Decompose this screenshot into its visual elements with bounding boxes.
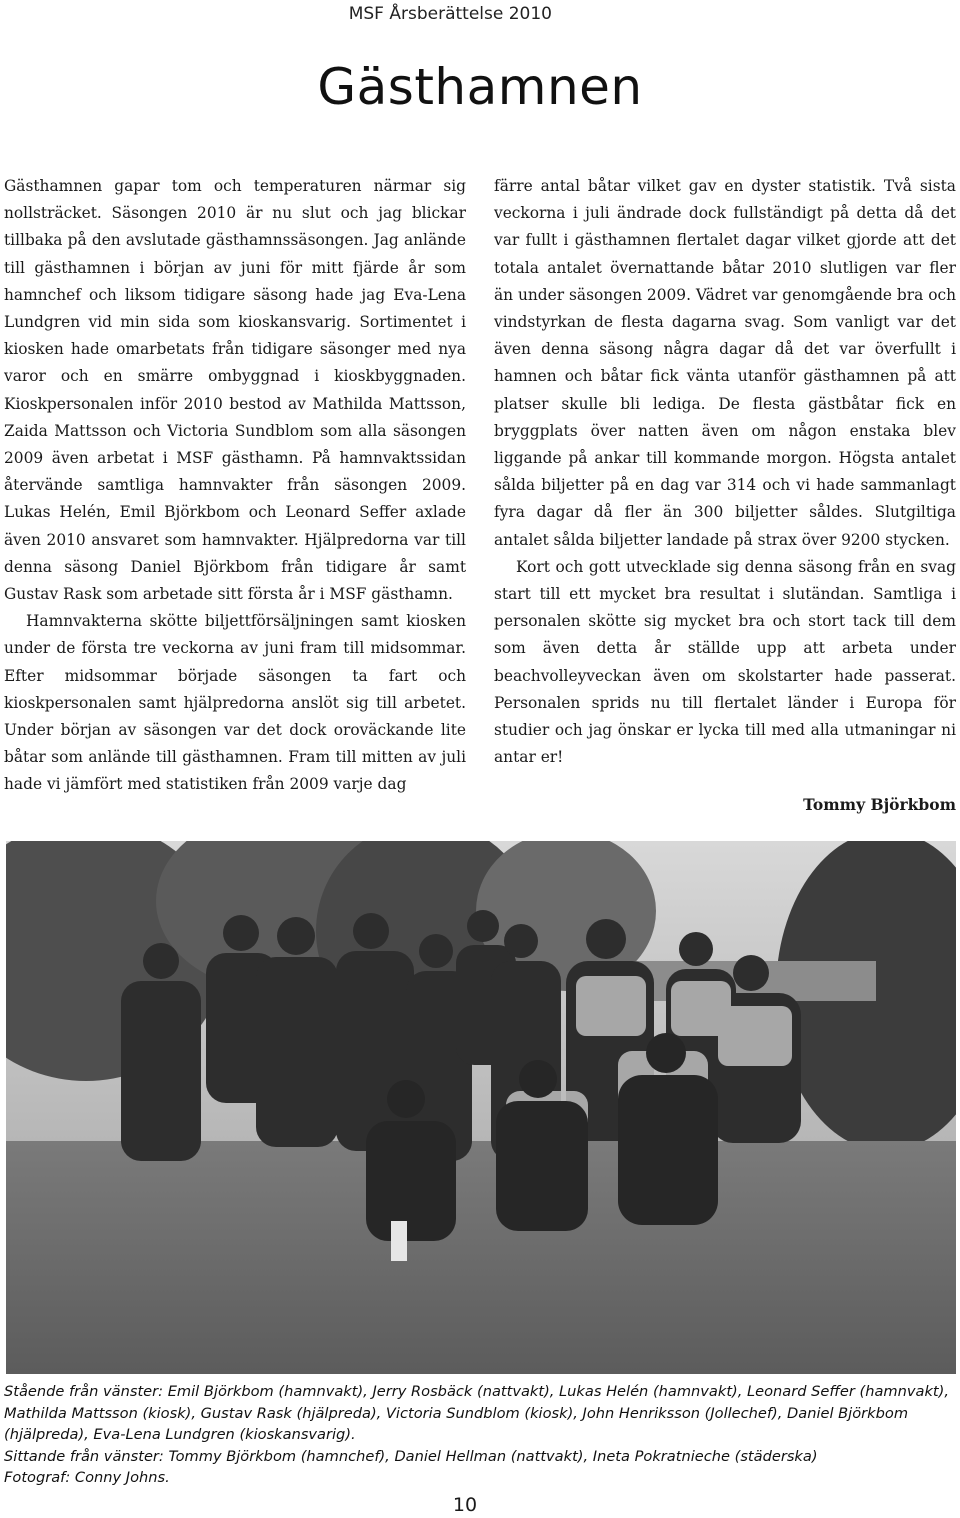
author-signature: Tommy Björkbom bbox=[803, 795, 956, 815]
article-column-right bbox=[494, 173, 956, 819]
group-photo bbox=[6, 841, 956, 1374]
caption-line: Stående från vänster: Emil Björkbom (hamnvakt), Jerry Rosbäck (nattvakt), Lukas Helén (hamnvakt), Leonard Seffer (hamnvakt), Mathilda Mattsson (kiosk), Gustav Rask (hjälpreda), Victoria Sundblom (kiosk), John Henriksson (Jollechef), Daniel Björkbom (hjälpreda), Eva-Lena Lundgren (kioskansvarig). bbox=[4, 1383, 949, 1444]
article-paragraph: Kort och gott utvecklade sig denna säsong från en svag start till ett mycket bra resultat i slutändan. Samtliga i personalen skötte sig mycket bra och stort tack till dem som även detta år ställde upp att arbeta under beachvolleyveckan även om skolstarter hade passerat. Personalen sprids nu till flertalet länder i Europa för studier och jag önskar er lycka till med alla utmaningar ni antar er! bbox=[494, 557, 956, 767]
page-title: Gästhamnen bbox=[317, 58, 643, 116]
page-number: 10 bbox=[452, 1494, 478, 1516]
group-photo-icon bbox=[6, 841, 956, 1374]
caption-line: Sittande från vänster: Tommy Björkbom (hamnchef), Daniel Hellman (nattvakt), Ineta Pokratnieche (städerska) bbox=[4, 1447, 818, 1465]
article-paragraph: färre antal båtar vilket gav en dyster statistik. Två sista veckorna i juli ändrade dock fullständigt på detta då det var fullt i gästhamnen flertalet dagar vilket gjorde att det totala antalet övernattande båtar 2010 slutligen var fler än under säsongen 2009. Vädret var genomgående bra och vindstyrkan de flesta dagarna svag. Som vanligt var det även denna säsong några dagar då det var överfullt i hamnen och båtar fick vänta utanför gästhamnen på att platser skulle bli lediga. De flesta gästbåtar fick en bryggplats över natten även om någon enstaka blev liggande på ankar till kommande morgon. Högsta antalet sålda biljetter på en dag var 314 och vi hade sammanlagt fyra dagar då fler än 300 biljetter såldes. Slutgiltiga antalet sålda biljetter landade på strax över 9200 stycken. bbox=[494, 177, 956, 549]
caption-line: Fotograf: Conny Johns. bbox=[4, 1469, 170, 1487]
article-paragraph: Hamnvakterna skötte biljettförsäljningen samt kiosken under de första tre veckorna av juni fram till midsommar. Efter midsommar började säsongen ta fart och kioskpersonalen samt hjälpredorna anslöt sig till arbetet. Under början av säsongen var det dock oroväckande lite båtar som anlände till gästhamnen. Fram till mitten av juli hade vi jämfört med statistiken från 2009 varje dag bbox=[4, 612, 466, 794]
running-header: MSF Årsberättelse 2010 bbox=[348, 4, 552, 24]
article-paragraph: Gästhamnen gapar tom och temperaturen närmar sig nollsträcket. Säsongen 2010 är nu slut och jag blickar tillbaka på den avslutade gästhamnssäsongen. Jag anlände till gästhamnen i början av juni för mitt fjärde år som hamnchef och liksom tidigare säsong hade jag Eva-Lena Lundgren vid min sida som kioskansvarig. Sortimentet i kiosken hade omarbetats från tidigare säsonger med nya varor och en smärre ombyggnad i kioskbyggnaden. Kioskpersonalen inför 2010 bestod av Mathilda Mattsson, Zaida Mattsson och Victoria Sundblom som alla säsongen 2009 även arbetat i MSF gästhamn. På hamnvaktssidan återvände samtliga hamnvakter från säsongen 2009. Lukas Helén, Emil Björkbom och Leonard Seffer axlade även 2010 ansvaret som hamnvakter. Hjälpredorna var till denna säsong Daniel Björkbom från tidigare år samt Gustav Rask som arbetade sitt första år i MSF gästhamn. bbox=[4, 177, 466, 604]
article-column-left bbox=[4, 173, 466, 799]
photo-caption bbox=[4, 1381, 956, 1489]
